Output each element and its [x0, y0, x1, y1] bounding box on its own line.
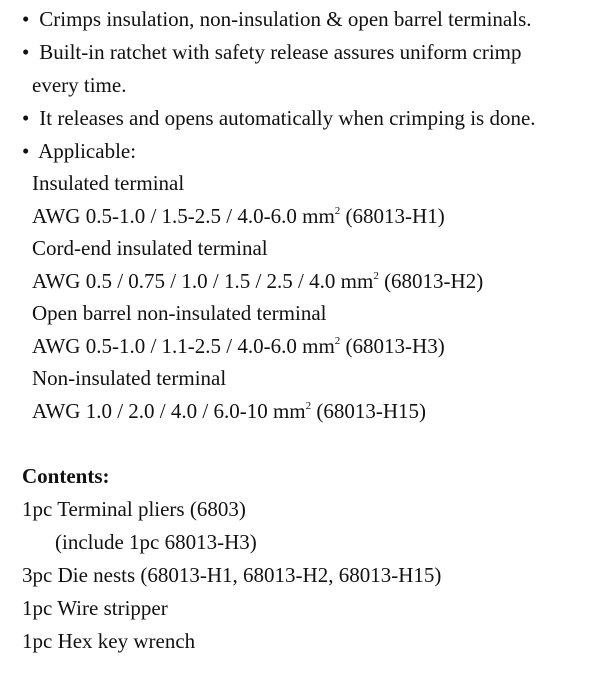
bullet-symbol: • [22, 139, 30, 163]
terminal-spec-insulated [32, 200, 445, 233]
terminal-spec-open-barrel [32, 330, 445, 363]
bullet-symbol: • [22, 40, 30, 64]
feature-text: It releases and opens automatically when crimping is done. [39, 106, 536, 130]
feature-continuation-text: every time. [32, 73, 127, 97]
feature-text: Applicable: [38, 139, 137, 163]
terminal-model: (68013-H2) [378, 269, 484, 293]
superscript: 2 [305, 400, 312, 412]
contents-item-note: (include 1pc 68013-H3) [55, 530, 257, 554]
feature-continuation [32, 69, 126, 102]
terminal-spec-non-insulated [32, 395, 426, 428]
superscript: 2 [334, 335, 341, 347]
bullet-symbol: • [22, 106, 30, 130]
contents-heading: Contents: [22, 464, 110, 488]
terminal-type-label: Cord-end insulated terminal [32, 236, 268, 260]
terminal-type-cord-end [32, 232, 268, 265]
terminal-spec-text: AWG 0.5-1.0 / 1.5-2.5 / 4.0-6.0 mm [32, 204, 335, 228]
terminal-model: (68013-H3) [340, 334, 445, 358]
terminal-spec-text: AWG 0.5-1.0 / 1.1-2.5 / 4.0-6.0 mm [32, 334, 335, 358]
feature-bullet-ratchet [22, 36, 522, 69]
feature-text: Crimps insulation, non-insulation & open barrel terminals. [39, 7, 532, 31]
feature-text: Built-in ratchet with safety release assures uniform crimp [39, 40, 522, 64]
contents-item: 1pc Terminal pliers (6803) [22, 497, 246, 521]
terminal-spec-text: AWG 1.0 / 2.0 / 4.0 / 6.0-10 mm [32, 399, 306, 423]
contents-item: 1pc Hex key wrench [22, 629, 196, 653]
bullet-symbol: • [22, 7, 30, 31]
terminal-model: (68013-H1) [340, 204, 445, 228]
contents-item: 3pc Die nests (68013-H1, 68013-H2, 68013-H15) [22, 563, 442, 587]
superscript: 2 [373, 270, 379, 282]
terminal-type-label: Insulated terminal [32, 171, 185, 195]
terminal-spec-cord-end [32, 265, 483, 298]
terminal-type-non-insulated [32, 362, 226, 395]
terminal-type-insulated [32, 167, 184, 200]
superscript: 2 [334, 205, 341, 217]
feature-bullet-release [22, 102, 536, 135]
terminal-spec-text: AWG 0.5 / 0.75 / 1.0 / 1.5 / 2.5 / 4.0 mm [32, 269, 374, 293]
feature-bullet-crimps [22, 3, 532, 36]
terminal-type-label: Non-insulated terminal [32, 366, 227, 390]
terminal-model: (68013-H15) [311, 399, 427, 423]
terminal-type-open-barrel [32, 297, 326, 330]
feature-bullet-applicable [22, 135, 136, 168]
contents-item: 1pc Wire stripper [22, 596, 168, 620]
terminal-type-label: Open barrel non-insulated terminal [32, 301, 327, 325]
